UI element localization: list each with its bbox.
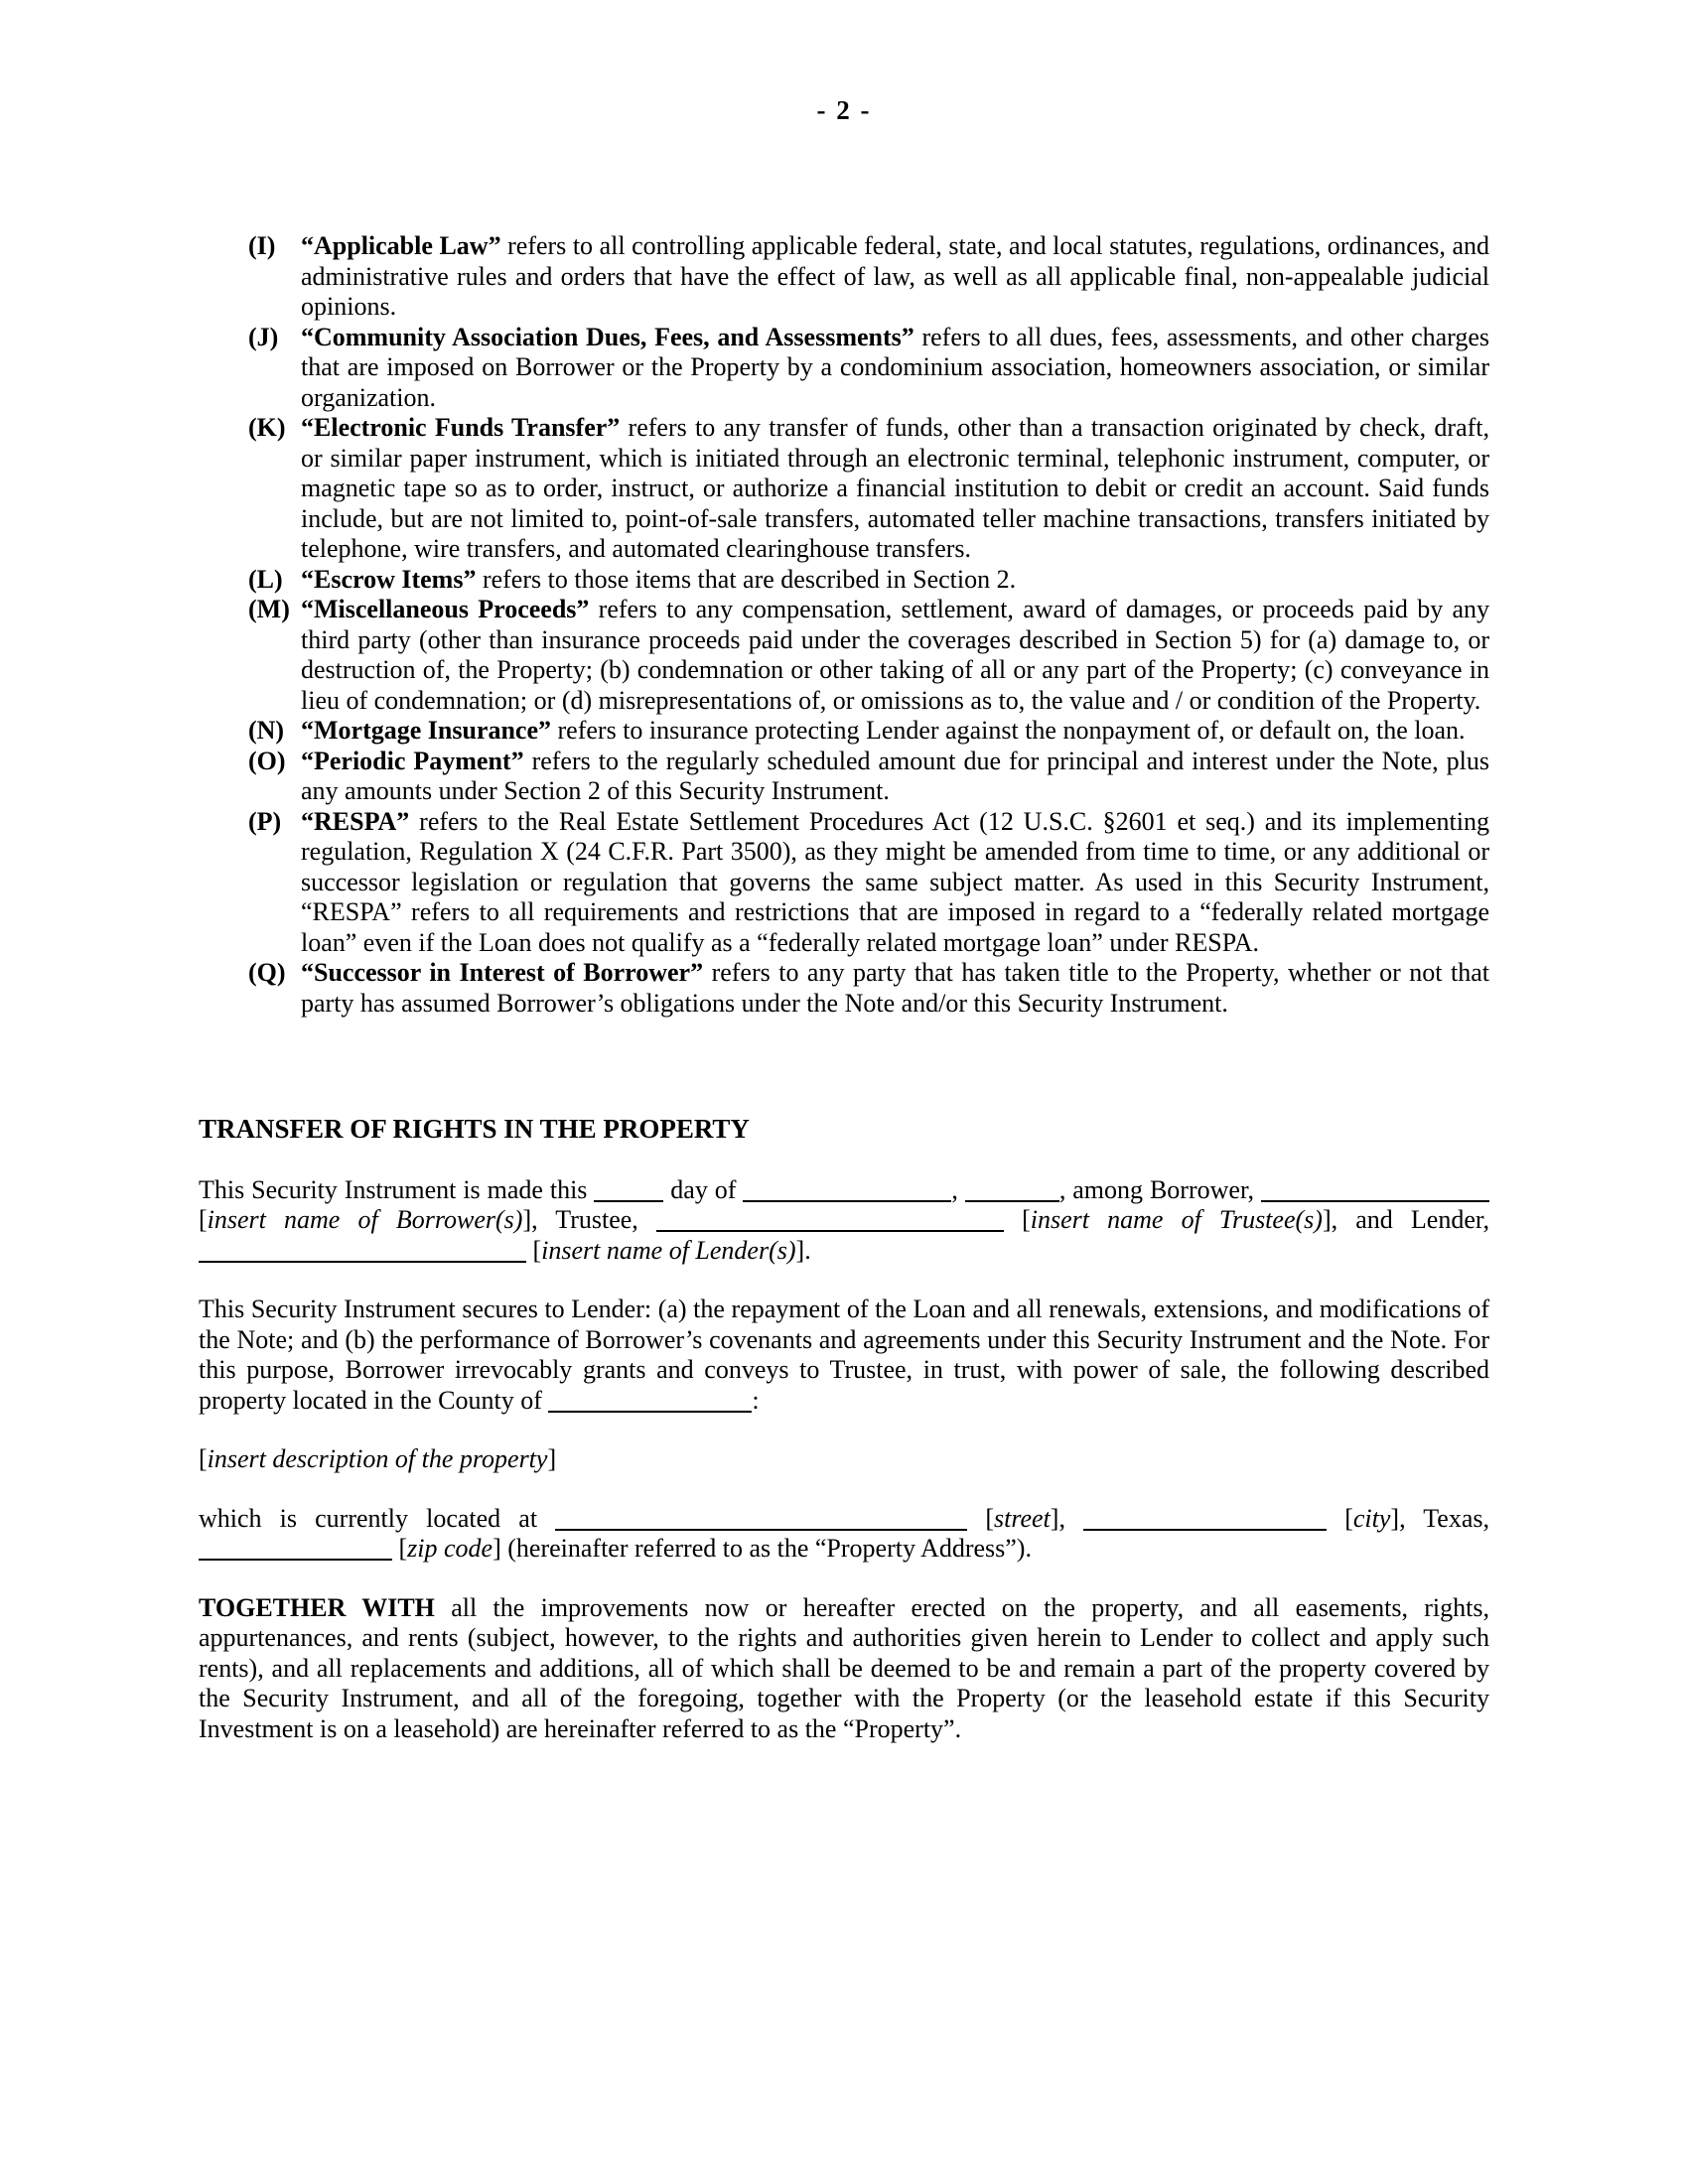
granting-paragraph bbox=[199, 1295, 1489, 1416]
section-heading: TRANSFER OF RIGHTS IN THE PROPERTY bbox=[199, 1114, 750, 1144]
text-run: [ bbox=[967, 1503, 994, 1533]
text-run: This Security Instrument is made this bbox=[199, 1174, 595, 1204]
text-run: ], and Lender, bbox=[1322, 1205, 1489, 1234]
property-description-placeholder bbox=[199, 1444, 1489, 1475]
italic-text: city bbox=[1352, 1503, 1391, 1533]
text-run: ], Trustee, bbox=[522, 1205, 656, 1234]
italic-text: street bbox=[993, 1503, 1051, 1533]
text-run: refers to any transfer of funds, other than a transaction originated by check, draft, or similar paper instrument, which is initiated through an electronic terminal, telephonic instrument, computer, or magnetic tape so as to order, instruct, or authorize a financial institution to debit or credit an account. Said funds include, but are not limited to, point-of-sale transfers, automated teller machine transactions, transfers initiated by telephone, wire transfers, and automated clearinghouse transfers. bbox=[301, 413, 1490, 563]
bold-text: “RESPA” bbox=[301, 806, 410, 836]
text-run: refers to all controlling applicable federal, state, and local statutes, regulations, ordinances, and administrative rules and orders that have the effect of law, as well as all applicable final, non-appealable judicial opinions. bbox=[301, 231, 1489, 321]
text-run: [ bbox=[1003, 1205, 1031, 1234]
text-run: [ bbox=[392, 1534, 408, 1563]
text-run: which is currently located at bbox=[199, 1503, 556, 1533]
text-run: refers to those items that are described in Section 2. bbox=[476, 564, 1017, 594]
text-run: ], Texas, bbox=[1390, 1503, 1489, 1533]
text-run: [ bbox=[199, 1444, 208, 1473]
definition-marker: (Q) bbox=[248, 958, 286, 987]
definition-marker: (M) bbox=[248, 595, 290, 623]
definition-text bbox=[301, 323, 1489, 412]
definition-text bbox=[301, 958, 1489, 1018]
text-run: ] (hereinafter referred to as the “Property Address”). bbox=[492, 1534, 1032, 1563]
bold-text: “Community Association Dues, Fees, and Assessments” bbox=[301, 322, 914, 351]
text-run: refers to the regularly scheduled amount due for principal and interest under the Note, plus any amounts under Section 2 of this Security Instrument. bbox=[301, 746, 1489, 805]
page-number: - 2 - bbox=[816, 95, 872, 125]
bold-text: “Escrow Items” bbox=[301, 564, 477, 594]
definition-marker: (P) bbox=[248, 806, 282, 836]
year-blank bbox=[965, 1197, 1059, 1202]
text-run: refers to all dues, fees, assessments, and other charges that are imposed on Borrower or the Property by a condominium association, homeowners association, or similar organization. bbox=[301, 322, 1489, 412]
text-run: ]. bbox=[795, 1235, 811, 1265]
together-with-paragraph bbox=[199, 1593, 1489, 1745]
borrower-name-blank bbox=[1261, 1197, 1489, 1202]
text-run: refers to insurance protecting Lender against the nonpayment of, or default on, the loan. bbox=[551, 716, 1466, 745]
text-run: [ bbox=[1327, 1503, 1353, 1533]
definition-marker: (N) bbox=[248, 716, 285, 745]
city-blank bbox=[1083, 1526, 1327, 1531]
lender-name-blank bbox=[199, 1258, 526, 1263]
definition-item-Q bbox=[199, 958, 1489, 1019]
italic-text: zip code bbox=[407, 1534, 493, 1563]
definition-item-K bbox=[199, 413, 1489, 565]
bold-text: “Electronic Funds Transfer” bbox=[301, 413, 621, 442]
definition-marker: (K) bbox=[248, 413, 286, 442]
opening-paragraph bbox=[199, 1175, 1489, 1267]
county-blank bbox=[548, 1408, 752, 1413]
trustee-name-blank bbox=[656, 1227, 1004, 1232]
street-blank bbox=[555, 1526, 967, 1531]
month-blank bbox=[743, 1197, 951, 1202]
italic-text: insert name of Trustee(s) bbox=[1030, 1205, 1323, 1234]
definition-text bbox=[301, 231, 1489, 321]
definition-item-L bbox=[199, 565, 1489, 596]
definition-text bbox=[301, 716, 1466, 745]
italic-text: insert description of the property bbox=[207, 1444, 548, 1473]
definition-marker: (J) bbox=[248, 322, 279, 351]
definition-marker: (L) bbox=[248, 564, 283, 594]
text-run: refers to any compensation, settlement, award of damages, or proceeds paid by any third party (other than insurance proceeds paid under the coverages described in Section 5) for (a) damage to, or destruction of, the Property; (b) condemnation or other taking of all or any part of the Property; (c) conveyance in lieu of condemnation; or (d) misrepresentations of, or omissions as to, the value and / or condition of the Property. bbox=[301, 595, 1489, 715]
text-run: ] bbox=[547, 1444, 557, 1473]
zip-blank bbox=[199, 1556, 392, 1561]
definition-item-O bbox=[199, 747, 1489, 807]
text-run: , bbox=[951, 1174, 965, 1204]
text-run: day of bbox=[663, 1174, 744, 1204]
definition-item-M bbox=[199, 595, 1489, 716]
definition-item-P bbox=[199, 807, 1489, 959]
text-run: This Security Instrument secures to Lender: (a) the repayment of the Loan and all renewals, extensions, and modifications of the Note; and (b) the performance of Borrower’s covenants and agreements under this Security Instrument and the Note. For this purpose, Borrower irrevocably grants and conveys to Trustee, in trust, with power of sale, the following described property located in the County of bbox=[199, 1295, 1489, 1415]
text-run: [ bbox=[199, 1205, 208, 1234]
definition-text bbox=[301, 747, 1489, 806]
italic-text: insert name of Borrower(s) bbox=[207, 1205, 523, 1234]
definitions-list bbox=[199, 231, 1489, 1019]
definition-text bbox=[301, 413, 1489, 563]
bold-text: “Applicable Law” bbox=[301, 231, 501, 260]
text-run: refers to any party that has taken title to the Property, whether or not that party has assumed Borrower’s obligations under the Note and/or this Security Instrument. bbox=[301, 958, 1489, 1018]
text-run: ], bbox=[1050, 1503, 1084, 1533]
definition-item-I bbox=[199, 231, 1489, 323]
definition-item-J bbox=[199, 323, 1489, 414]
page-content bbox=[199, 231, 1489, 1744]
definition-marker: (O) bbox=[248, 746, 286, 775]
text-run: all the improvements now or hereafter erected on the property, and all easements, rights, appurtenances, and rents (subject, however, to the rights and authorities given herein to Lender to collect and apply such rents), and all replacements and additions, all of which shall be deemed to be and remain a part of the property covered by the Security Instrument, and all of the foregoing, together with the Property (or the leasehold estate if this Security Investment is on a leasehold) are hereinafter referred to as the “Property”. bbox=[199, 1592, 1489, 1743]
bold-text: “Miscellaneous Proceeds” bbox=[301, 595, 590, 623]
text-run: [ bbox=[526, 1235, 542, 1265]
bold-text: “Periodic Payment” bbox=[301, 746, 524, 775]
bold-text: TOGETHER WITH bbox=[199, 1592, 435, 1622]
bold-text: “Mortgage Insurance” bbox=[301, 716, 552, 745]
text-run: refers to the Real Estate Settlement Procedures Act (12 U.S.C. §2601 et seq.) and its implementing regulation, Regulation X (24 C.F.R. Part 3500), as they might be amended from time to time, or any additional or successor legislation or regulation that governs the same subject matter. As used in this Security Instrument, “RESPA” refers to all requirements and restrictions that are imposed in regard to a “federally related mortgage loan” even if the Loan does not qualify as a “federally related mortgage loan” under RESPA. bbox=[301, 806, 1489, 957]
property-address-paragraph bbox=[199, 1504, 1489, 1565]
definition-text bbox=[301, 595, 1489, 715]
text-run: : bbox=[752, 1385, 760, 1415]
definition-item-N bbox=[199, 716, 1489, 747]
definition-marker: (I) bbox=[248, 231, 276, 260]
definition-text bbox=[301, 807, 1489, 957]
italic-text: insert name of Lender(s) bbox=[541, 1235, 796, 1265]
bold-text: “Successor in Interest of Borrower” bbox=[301, 958, 704, 987]
text-run: , among Borrower, bbox=[1058, 1174, 1261, 1204]
definition-text bbox=[301, 565, 1016, 594]
day-blank bbox=[594, 1197, 663, 1202]
